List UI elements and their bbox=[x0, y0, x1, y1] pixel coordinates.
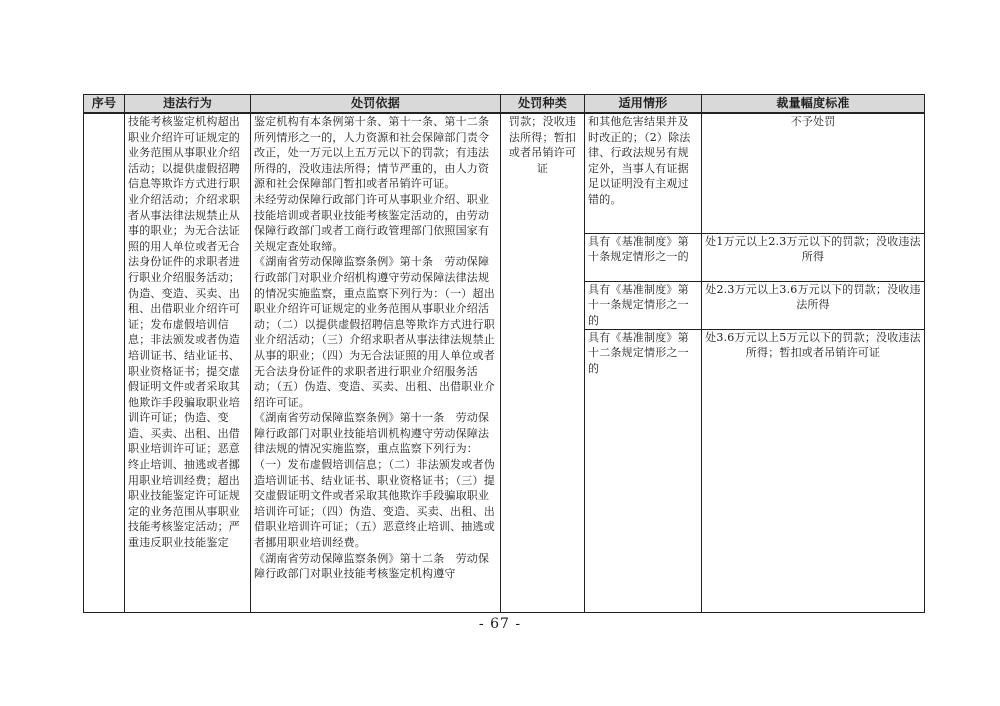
cell-standard: 处3.6万元以上5万元以下的罚款；没收违法所得；暂扣或者吊销许可证 bbox=[702, 329, 925, 613]
header-applicable-case: 适用情形 bbox=[585, 95, 702, 114]
cell-standard: 处2.3万元以上3.6万元以下的罚款；没收违法所得 bbox=[702, 281, 925, 329]
penalty-table bbox=[83, 94, 925, 613]
violation-text: 技能考核鉴定机构超出职业介绍许可证规定的业务范围从事职业介绍活动；以提供虚假招聘信息等欺诈方式进行职业介绍活动；介绍求职者从事法律法规禁止从事的职业；为无合法证照的用人单位或者无合法身份证件的求职者进行职业介绍服务活动；伪造、变造、买卖、出租、出借职业介绍许可证；发布虚假培训信息；非法颁发或者伪造培训证书、结业证书、职业资格证书；提交虚假证明文件或者采取其他欺诈手段骗取职业培训许可证；伪造、变造、买卖、出租、出借职业培训许可证；恶意终止培训、抽逃或者挪用职业培训经费；超出职业技能鉴定许可证规定的业务范围从事职业技能考核鉴定活动；严重违反职业技能鉴定 bbox=[128, 115, 240, 550]
cell-case: 具有《基准制度》第十二条规定情形之一的 bbox=[585, 329, 702, 613]
basis-paragraph: 未经劳动保障行政部门许可从事职业介绍、职业技能培训或者职业技能考核鉴定活动的，由劳动保障行政部门或者工商行政管理部门依照国家有关规定查处取缔。 bbox=[254, 192, 490, 253]
cell-case: 和其他危害结果并及时改正的；（2）除法律、行政法规另有规定外，当事人有证据足以证明没有主观过错的。 bbox=[585, 113, 702, 233]
header-basis: 处罚依据 bbox=[251, 95, 501, 114]
basis-paragraph: 《湖南省劳动保障监察条例》第十条 劳动保障行政部门对职业介绍机构遵守劳动保障法律法规的情况实施监察，重点监察下列行为：（一）超出职业介绍许可证规定的业务范围从事职业介绍活动；（二）以提供虚假招聘信息等欺诈方式进行职业介绍活动；（三）介绍求职者从事法律法规禁止从事的职业；（四）为无合法证照的用人单位或者无合法身份证件的求职者进行职业介绍服务活动；（五）伪造、变造、买卖、出租、出借职业介绍许可证。 bbox=[254, 255, 495, 409]
basis-paragraph: 《湖南省劳动保障监察条例》第十二条 劳动保障行政部门对职业技能考核鉴定机构遵守 bbox=[254, 551, 490, 581]
cell-standard: 处1万元以上2.3万元以下的罚款；没收违法所得 bbox=[702, 233, 925, 281]
basis-paragraph: 《湖南省劳动保障监察条例》第十一条 劳动保障行政部门对职业技能培训机构遵守劳动保障法律法规的情况实施监察，重点监察下列行为：（一）发布虚假培训信息；（二）非法颁发或者伪造培训证书、结业证书、职业资格证书；（三）提交虚假证明文件或者采取其他欺诈手段骗取职业培训许可证；（四）伪造、变造、买卖、出租、出借职业培训许可证；（五）恶意终止培训、抽逃或者挪用职业培训经费。 bbox=[254, 411, 495, 550]
header-discretion-standard: 裁量幅度标准 bbox=[702, 95, 925, 114]
cell-seq bbox=[84, 113, 125, 613]
cell-penalty-type: 罚款；没收违法所得；暂扣或者吊销许可证 bbox=[501, 113, 585, 613]
header-violation: 违法行为 bbox=[125, 95, 251, 114]
cell-basis bbox=[251, 113, 501, 613]
cell-standard: 不予处罚 bbox=[702, 113, 925, 233]
cell-case: 具有《基准制度》第十一条规定情形之一的 bbox=[585, 281, 702, 329]
table-row bbox=[84, 113, 925, 233]
basis-paragraph: 鉴定机构有本条例第十条、第十一条、第十二条所列情形之一的，人力资源和社会保障部门责令改正，处一万元以上五万元以下的罚款；有违法所得的，没收违法所得；情节严重的，由人力资源和社会保障部门暂扣或者吊销许可证。 bbox=[254, 115, 490, 191]
cell-violation bbox=[125, 113, 251, 613]
page-number: - 67 - bbox=[478, 616, 522, 632]
header-penalty-type: 处罚种类 bbox=[501, 95, 585, 114]
header-seq: 序号 bbox=[84, 95, 125, 114]
table-header-row bbox=[84, 95, 925, 114]
cell-case: 具有《基准制度》第十条规定情形之一的 bbox=[585, 233, 702, 281]
